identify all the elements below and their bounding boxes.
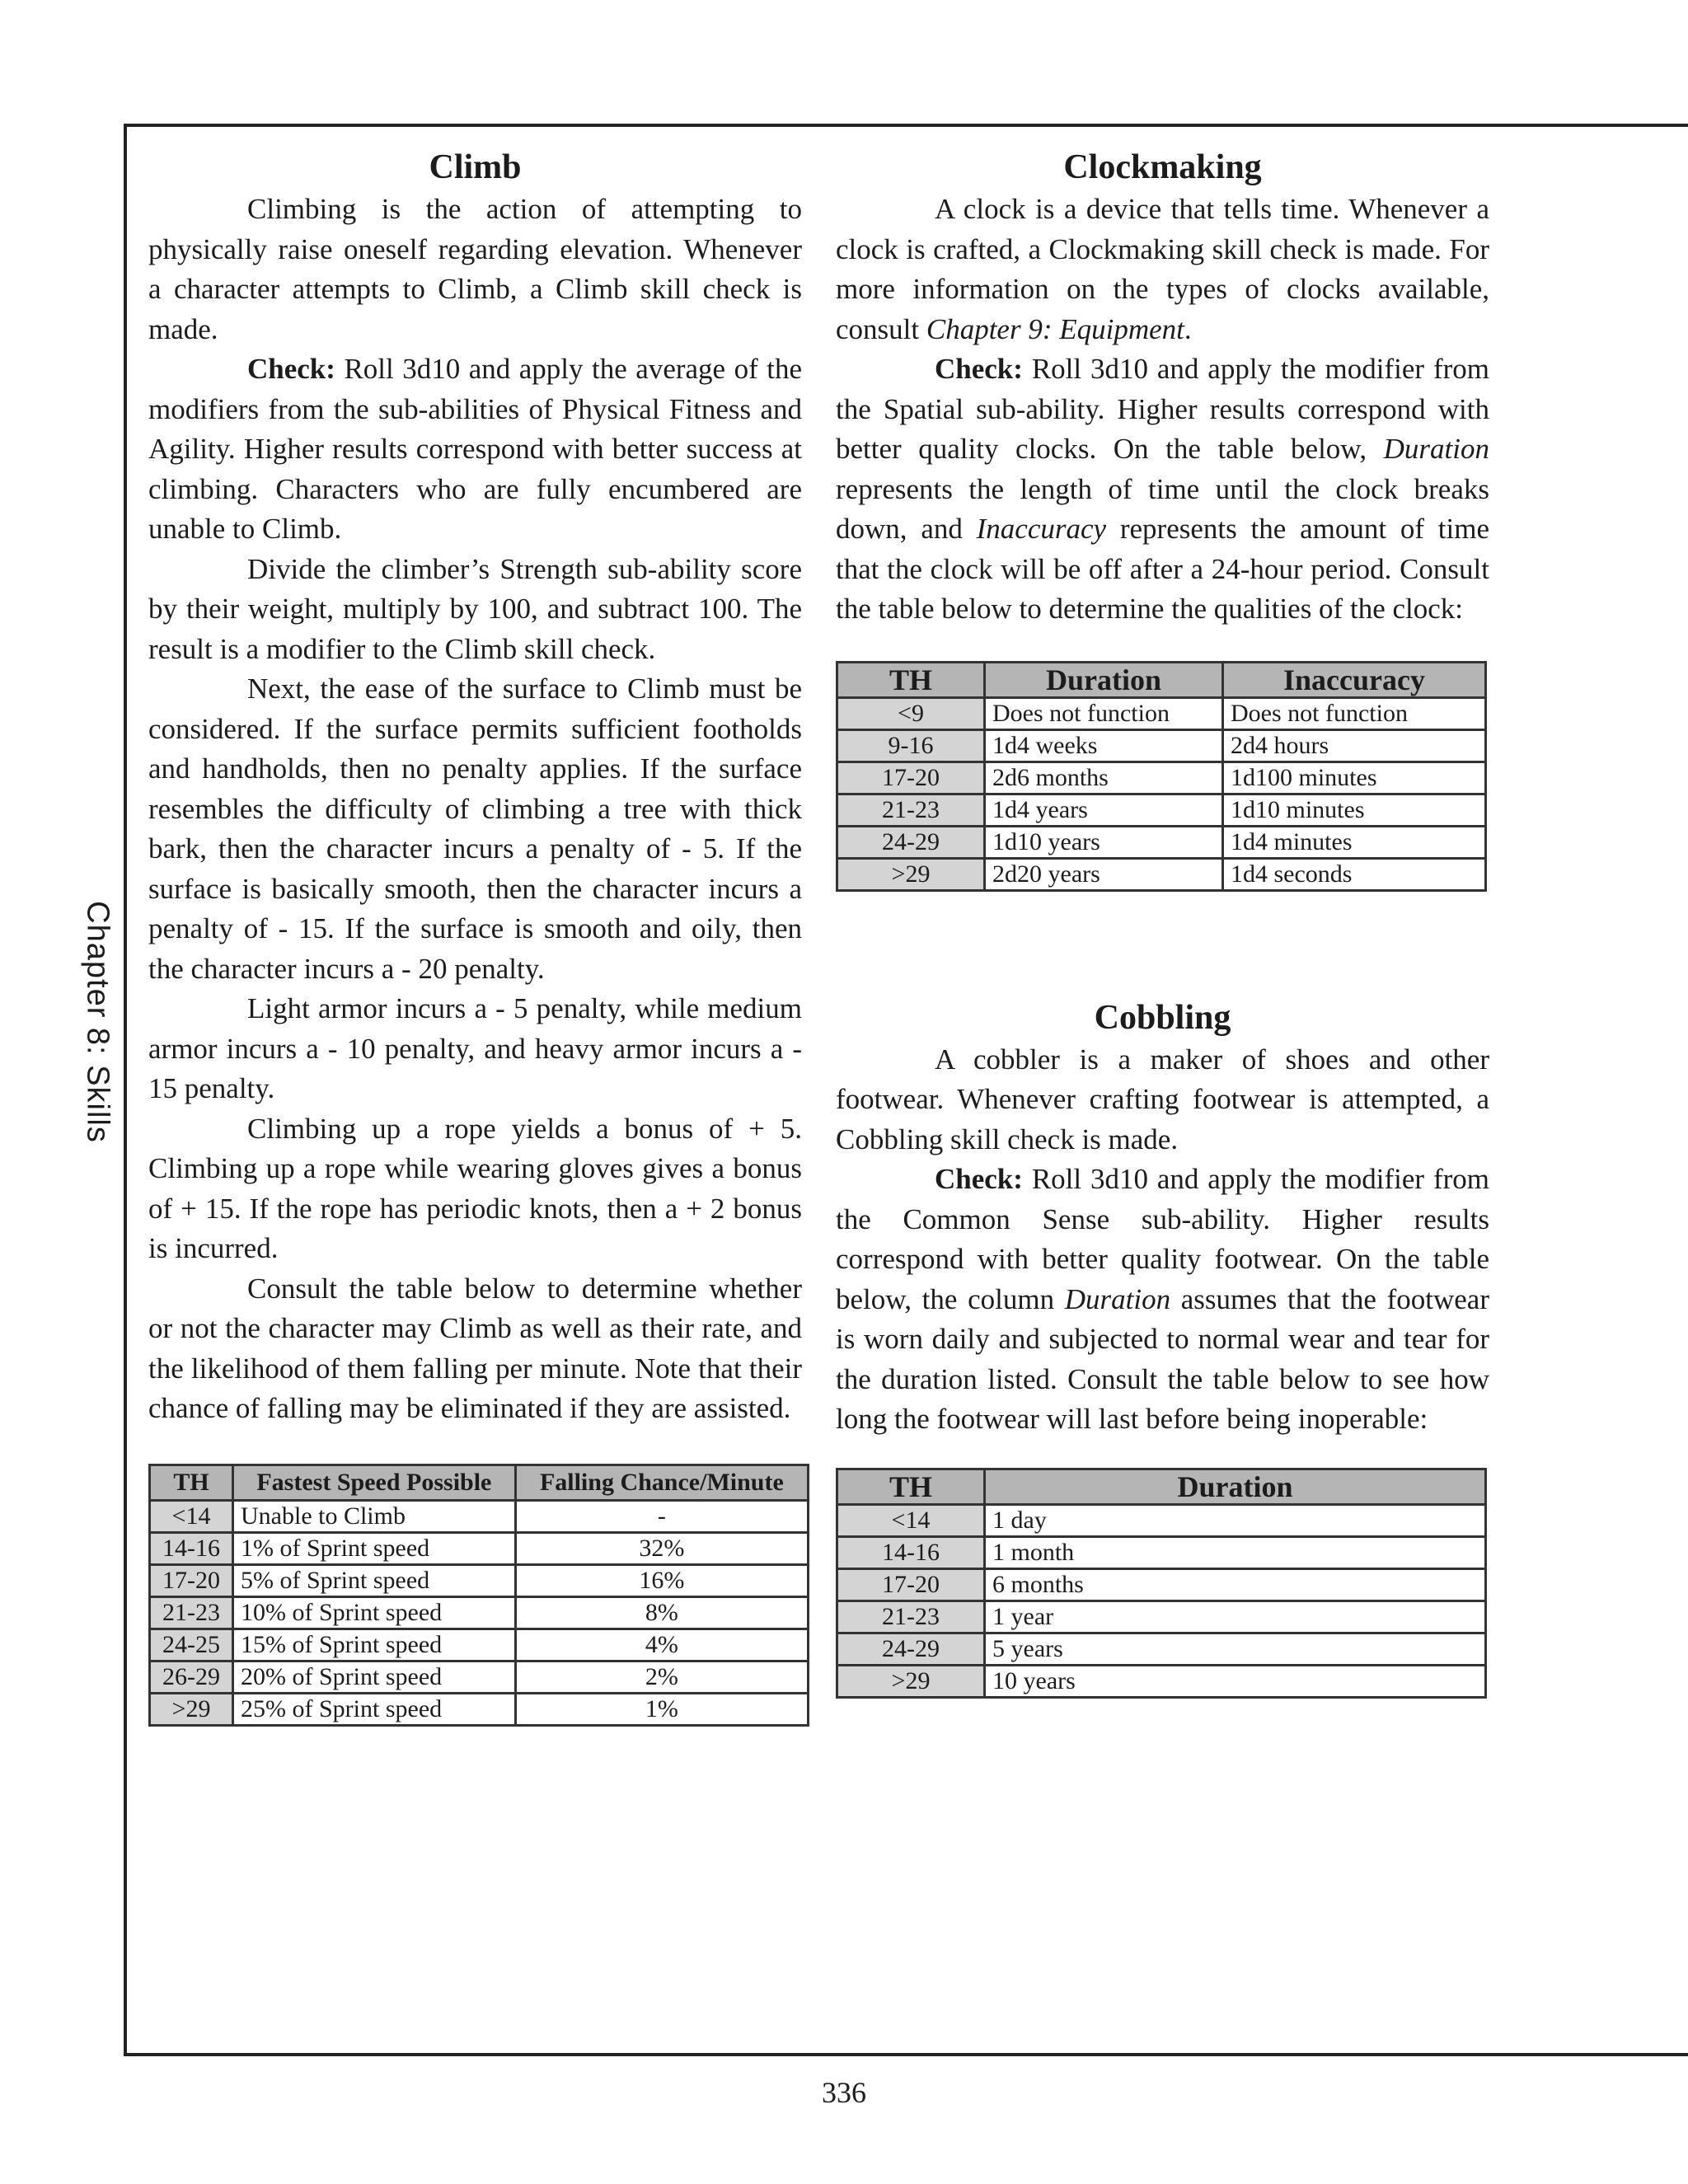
table-row (150, 1532, 809, 1564)
table-row (837, 858, 1486, 890)
cobble-table-header-th: TH (837, 1469, 985, 1504)
climb-paragraph-7: Consult the table below to determine whether or not the character may Climb as well as their rate, and the likelihood of them falling per minute. Note that their chance of falling may be eliminated if they are assisted. (148, 1272, 802, 1424)
table-cell-threshold: 14-16 (150, 1532, 233, 1564)
climb-check-text: Roll 3d10 and apply the average of the modifiers from the sub-abilities of Physical Fitness and Agility. Higher results correspond with better success at climbing. Characters who are fully encumbered are unable to Climb. (148, 353, 802, 545)
table-cell: 8% (515, 1596, 808, 1629)
cobbling-check-label: Check: (935, 1163, 1023, 1195)
table-cell: 16% (515, 1564, 808, 1596)
cobbling-paragraph-2 (836, 1160, 1489, 1440)
clockmaking-inaccuracy-term: Inaccuracy (976, 513, 1107, 545)
clockmaking-check-label: Check: (935, 353, 1023, 385)
table-cell-threshold: 17-20 (837, 1568, 985, 1601)
table-row (837, 1504, 1486, 1536)
table-cell-threshold: >29 (837, 858, 985, 890)
clockmaking-duration-term: Duration (1383, 433, 1489, 465)
clock-table-header-th: TH (837, 662, 985, 697)
table-cell-threshold: 21-23 (837, 794, 985, 826)
climb-table-header-th: TH (150, 1465, 233, 1500)
table-cell: 1d10 years (985, 826, 1223, 858)
table-cell: Unable to Climb (233, 1500, 516, 1532)
clock-table-header-duration: Duration (985, 662, 1223, 697)
table-cell-threshold: >29 (150, 1693, 233, 1725)
climb-paragraph-3: Divide the climber’s Strength sub-ability score by their weight, multiply by 100, and subtract 100. The result is a modifier to the Climb skill check. (148, 552, 802, 665)
table-cell-threshold: 24-29 (837, 1633, 985, 1665)
climb-title: Climb (429, 148, 522, 186)
table-cell-threshold: <14 (150, 1500, 233, 1532)
right-column (836, 147, 1489, 1699)
table-row (150, 1693, 809, 1725)
climb-paragraph-4: Next, the ease of the surface to Climb must be considered. If the surface permits sufficient footholds and handholds, then no penalty applies. If the surface resembles the difficulty of climbing a tree with thick bark, then the character incurs a penalty of - 5. If the surface is basically smooth, then the character incurs a penalty of - 15. If the surface is smooth and oily, then the character incurs a - 20 penalty. (148, 673, 802, 985)
cobbling-duration-term: Duration (1064, 1282, 1171, 1315)
table-row (837, 794, 1486, 826)
table-row (150, 1596, 809, 1629)
clockmaking-p2-c: represents the amount of time that the clock will be off after a 24-hour period. Consult the table below to determine the qualities of the clock: (836, 513, 1490, 625)
table-row (837, 729, 1486, 762)
table-cell: 10% of Sprint speed (233, 1596, 516, 1629)
table-cell: Does not function (1223, 697, 1486, 729)
table-cell: 1d100 minutes (1223, 762, 1486, 794)
clockmaking-chapter-reference: Chapter 9: Equipment (926, 312, 1184, 345)
table-cell-threshold: 24-29 (837, 826, 985, 858)
table-cell: Does not function (985, 697, 1223, 729)
climb-table (148, 1464, 809, 1727)
clockmaking-p1-text: A clock is a device that tells time. Whenever a clock is crafted, a Clockmaking skill check is made. For more information on the types of clocks available, consult (836, 193, 1489, 345)
table-cell-threshold: 17-20 (150, 1564, 233, 1596)
table-row (837, 697, 1486, 729)
cobbling-title: Cobbling (1094, 998, 1231, 1037)
table-cell: 1 year (985, 1601, 1486, 1633)
table-cell-threshold: >29 (837, 1665, 985, 1697)
table-row (837, 826, 1486, 858)
table-cell: 6 months (985, 1568, 1486, 1601)
table-cell: 20% of Sprint speed (233, 1661, 516, 1693)
clockmaking-title: Clockmaking (1063, 148, 1262, 186)
section-spacer (836, 892, 1489, 997)
table-row (837, 1568, 1486, 1601)
climb-paragraph-5: Light armor incurs a - 5 penalty, while medium armor incurs a - 10 penalty, and heavy armor incurs a - 15 penalty. (148, 992, 802, 1104)
table-cell-threshold: 21-23 (150, 1596, 233, 1629)
table-row (150, 1564, 809, 1596)
climb-check-label: Check: (247, 353, 335, 385)
table-row (150, 1629, 809, 1661)
table-cell: 32% (515, 1532, 808, 1564)
table-cell: 2% (515, 1661, 808, 1693)
chapter-side-label: Chapter 8: Skills (80, 901, 115, 1143)
table-row (837, 762, 1486, 794)
table-cell: - (515, 1500, 808, 1532)
table-row (837, 1633, 1486, 1665)
cobbling-p2-b: assumes that the footwear is worn daily and subjected to normal wear and tear for the duration listed. Consult the table below to see how long the footwear will last before being inoperable: (836, 1282, 1489, 1435)
cobbling-paragraph-1: A cobbler is a maker of shoes and other footwear. Whenever crafting footwear is attempted, a Cobbling skill check is made. (836, 1043, 1489, 1155)
table-cell: 1% of Sprint speed (233, 1532, 516, 1564)
table-cell: 1d4 years (985, 794, 1223, 826)
left-column (148, 147, 802, 1727)
table-cell-threshold: <9 (837, 697, 985, 729)
climb-table-header-speed: Fastest Speed Possible (233, 1465, 516, 1500)
climb-paragraph-2 (148, 349, 802, 550)
clockmaking-p2-b: represents the length of time until the clock breaks down, and (836, 472, 1489, 545)
clockmaking-p2-a: Roll 3d10 and apply the modifier from the Spatial sub-ability. Higher results correspond with better quality clocks. On the table below, (836, 353, 1489, 465)
clock-table-header-inaccuracy: Inaccuracy (1223, 662, 1486, 697)
table-cell: 1 day (985, 1504, 1486, 1536)
climb-table-header-falling: Falling Chance/Minute (515, 1465, 808, 1500)
table-cell-threshold: 9-16 (837, 729, 985, 762)
table-cell: 1% (515, 1693, 808, 1725)
climb-paragraph-1: Climbing is the action of attempting to physically raise oneself regarding elevation. Whenever a character attempts to Climb, a Climb skill check is made. (148, 193, 802, 345)
table-cell-threshold: 26-29 (150, 1661, 233, 1693)
clockmaking-paragraph-2 (836, 349, 1489, 630)
table-cell: 15% of Sprint speed (233, 1629, 516, 1661)
table-cell: 2d20 years (985, 858, 1223, 890)
table-row (150, 1661, 809, 1693)
table-row (150, 1500, 809, 1532)
table-cell: 4% (515, 1629, 808, 1661)
clockmaking-p1-end: . (1184, 312, 1192, 345)
table-cell: 1d4 seconds (1223, 858, 1486, 890)
table-row (837, 1665, 1486, 1697)
table-cell: 1 month (985, 1536, 1486, 1568)
table-row (837, 1536, 1486, 1568)
table-row (837, 1601, 1486, 1633)
table-cell: 1d4 minutes (1223, 826, 1486, 858)
table-cell: 5 years (985, 1633, 1486, 1665)
clockmaking-table (836, 661, 1487, 892)
table-cell: 1d10 minutes (1223, 794, 1486, 826)
table-cell-threshold: 24-25 (150, 1629, 233, 1661)
table-cell-threshold: 17-20 (837, 762, 985, 794)
table-cell-threshold: <14 (837, 1504, 985, 1536)
clockmaking-paragraph-1 (836, 190, 1489, 349)
cobbling-p2-a: Roll 3d10 and apply the modifier from the Common Sense sub-ability. Higher results correspond with better quality footwear. On the table below, the column (836, 1163, 1489, 1315)
table-cell: 5% of Sprint speed (233, 1564, 516, 1596)
climb-paragraph-6: Climbing up a rope yields a bonus of + 5. Climbing up a rope while wearing gloves gives a bonus of + 15. If the rope has periodic knots, then a + 2 bonus is incurred. (148, 1112, 802, 1264)
table-cell: 10 years (985, 1665, 1486, 1697)
table-cell-threshold: 21-23 (837, 1601, 985, 1633)
cobble-table-header-duration: Duration (985, 1469, 1486, 1504)
table-cell: 2d4 hours (1223, 729, 1486, 762)
table-cell: 1d4 weeks (985, 729, 1223, 762)
cobbling-table (836, 1468, 1487, 1699)
table-cell: 2d6 months (985, 762, 1223, 794)
table-cell-threshold: 14-16 (837, 1536, 985, 1568)
page-number: 336 (822, 2076, 866, 2109)
table-cell: 25% of Sprint speed (233, 1693, 516, 1725)
